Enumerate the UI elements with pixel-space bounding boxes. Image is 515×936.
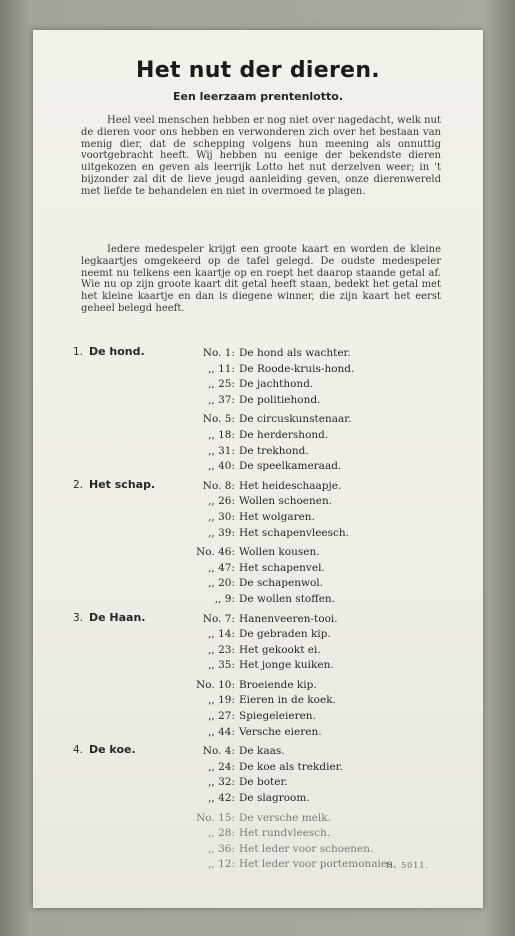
list-item: ,, 20: De schapenwol. [208, 577, 323, 590]
list-item: ,, 47: Het schapenvel. [208, 561, 325, 574]
intro-paragraph-1: Heel veel menschen hebben er nog niet over nagedacht, welk nut de dieren voor ons hebben en verwonderen zich over het bestaan van menig dier, dat de schepping volgens hun meening als onnuttig voortgebracht heeft. Wij hebben nu eenige der bekendste dieren uitgekozen en geven als leerrijk Lotto het nut derzelven weer; in 't bijzonder zal dit de lieve jeugd aanleiding geven, onze dierenwereld met liefde te behandelen en niet in overmoed te plagen. [81, 115, 441, 197]
group-name: De Haan. [89, 610, 146, 624]
list-item: ,, 27: Spiegeleieren. [208, 710, 316, 723]
list-item: ,, 36: Het leder voor schoenen. [208, 842, 374, 855]
group-name: De hond. [89, 345, 145, 358]
group-name: Het schap. [89, 477, 156, 491]
list-item: ,, 30: Het wolgaren. [208, 510, 315, 523]
animal-group-rooster [73, 612, 463, 741]
list-item: ,, 18: De herdershond. [208, 428, 329, 441]
list-item: No. 15: De versche melk. [196, 811, 331, 824]
list-item: ,, 26: Wollen schoenen. [208, 495, 333, 508]
print-code: H. 5011. [386, 861, 429, 870]
list-item: ,, 9: De wollen stoffen. [214, 592, 336, 605]
list-item: ,, 25: De jachthond. [208, 378, 314, 391]
list-item: No. 1: De hond als wachter. [202, 347, 351, 359]
group-number: 4. [73, 744, 84, 757]
list-item: No. 5: De circuskunstenaar. [202, 413, 352, 426]
list-item: No. 4: De kaas. [202, 745, 285, 758]
list-item: No. 8: Het heideschaapje. [202, 479, 342, 492]
list-item: ,, 28: Het rundvleesch. [208, 827, 331, 840]
document-title: Het nut der dieren. [136, 58, 380, 83]
group-number: 1. [73, 346, 84, 358]
document-subtitle: Een leerzaam prentenlotto. [172, 90, 343, 103]
animal-group-sheep [73, 479, 463, 608]
list-item: No. 7: Hanenveeren-tooi. [202, 612, 338, 625]
list-item: No. 46: Wollen kousen. [196, 546, 320, 559]
animal-group-dog [73, 346, 463, 475]
group-number: 3. [73, 611, 84, 624]
intro-paragraph-2: Iedere medespeler krijgt een groote kaart en worden de kleine legkaartjes omgekeerd op de tafel gelegd. De oudste medespeler neemt nu telkens een kaartje op en roept het daarop staande getal af. Wie nu op zijn groote kaart dit getal heeft staan, bedekt het getal met het kleine kaartje en dan is diegene winner, die zijn kaart het eerst geheel belegd heeft. [81, 244, 441, 314]
list-item: ,, 11: De Roode-kruis-hond. [208, 362, 355, 375]
group-name: De koe. [89, 743, 136, 757]
list-item: ,, 12: Het leder voor portemonaies. [208, 858, 396, 871]
list-item: ,, 19: Eieren in de koek. [208, 694, 336, 707]
list-item: ,, 39: Het schapenvleesch. [208, 526, 350, 539]
list-item: ,, 37: De politiehond. [208, 393, 321, 406]
list-item: ,, 23: Het gekookt ei. [208, 643, 321, 656]
list-item: ,, 44: Versche eieren. [208, 725, 322, 738]
list-item: ,, 24: De koe als trekdier. [208, 760, 343, 773]
list-item: No. 10: Broeiende kip. [196, 678, 317, 691]
list-item: ,, 40: De speelkameraad. [208, 460, 342, 473]
animal-group-cow [73, 744, 463, 873]
list-item: ,, 32: De boter. [208, 776, 288, 789]
list-item: ,, 31: De trekhond. [208, 444, 309, 457]
document-sheet [33, 30, 483, 908]
list-item: ,, 42: De slagroom. [208, 792, 310, 805]
animal-list [73, 346, 463, 873]
list-item: ,, 14: De gebraden kip. [208, 628, 331, 641]
group-number: 2. [73, 478, 84, 491]
list-item: ,, 35: Het jonge kuiken. [208, 659, 334, 672]
